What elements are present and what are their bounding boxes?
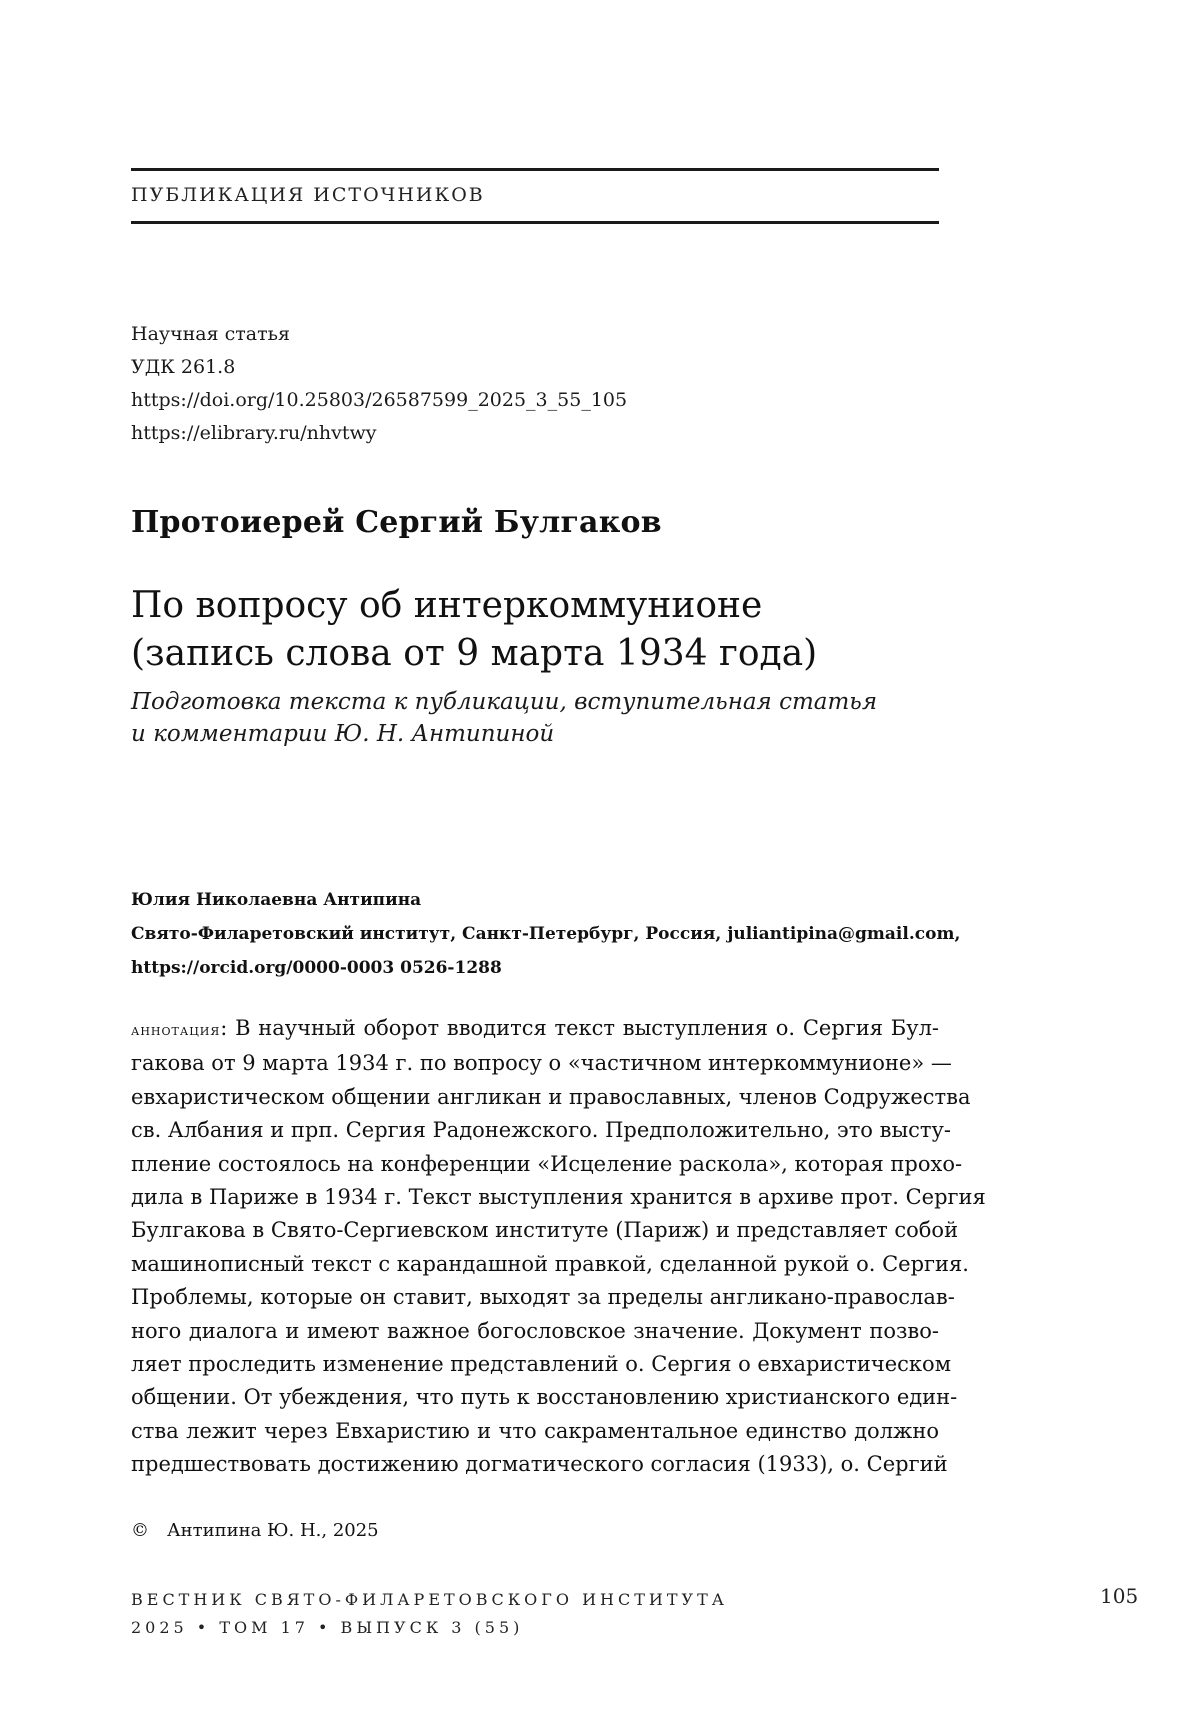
abstract-line: гакова от 9 марта 1934 г. по вопросу о «частичном интеркоммунионе» — [131, 1051, 952, 1076]
abstract-line: Булгакова в Свято-Сергиевском институте (Париж) и представляет собой [131, 1218, 959, 1243]
page-number: 105 [1100, 1584, 1139, 1608]
section-label: ПУБЛИКАЦИЯ ИСТОЧНИКОВ [131, 184, 485, 206]
abstract [131, 1012, 986, 1482]
abstract-first-line: : В научный оборот вводится текст выступления о. Сергия Бул- [220, 1016, 939, 1040]
title-line-1: По вопросу об интеркоммунионе [131, 585, 763, 626]
article-meta [131, 318, 627, 450]
abstract-line: предшествовать достижению догматического согласия (1933), о. Сергий [131, 1452, 948, 1477]
abstract-line: пление состоялось на конференции «Исцеление раскола», которая прохо- [131, 1151, 963, 1176]
abstract-line: ного диалога и имеют важное богословское значение. Документ позво- [131, 1318, 939, 1343]
abstract-line [131, 1012, 939, 1047]
subtitle-line-2: и комментарии Ю. Н. Антипиной [131, 721, 555, 747]
orcid-link[interactable]: https://orcid.org/0000-0003 0526-1288 [131, 958, 502, 978]
abstract-line: св. Албания и прп. Сергия Радонежского. Предположительно, это высту- [131, 1118, 951, 1143]
abstract-line: ляет проследить изменение представлений о. Сергия о евхаристическом [131, 1352, 952, 1377]
header-bottom-rule [131, 221, 939, 224]
abstract-line: дила в Париже в 1934 г. Текст выступления хранится в архиве прот. Сергия [131, 1185, 986, 1210]
header-top-rule [131, 168, 939, 171]
doi-link[interactable]: https://doi.org/10.25803/26587599_2025_3_55_105 [131, 389, 628, 411]
udc-code: УДК 261.8 [131, 356, 236, 378]
abstract-line: машинописный текст с карандашной правкой, сделанной рукой о. Сергия. [131, 1251, 969, 1276]
title-line-2: (запись слова от 9 марта 1934 года) [131, 633, 818, 674]
elibrary-link[interactable]: https://elibrary.ru/nhvtwy [131, 422, 377, 444]
abstract-line: Проблемы, которые он ставит, выходят за пределы англикано-православ- [131, 1285, 955, 1310]
journal-footer [131, 1586, 728, 1642]
copyright-text: Антипина Ю. Н., 2025 [167, 1520, 379, 1541]
journal-issue: 2025 • ТОМ 17 • ВЫПУСК 3 (55) [131, 1618, 524, 1637]
journal-name: ВЕСТНИК СВЯТО-ФИЛАРЕТОВСКОГО ИНСТИТУТА [131, 1590, 728, 1609]
subtitle-line-1: Подготовка текста к публикации, вступительная статья [131, 689, 878, 715]
abstract-line: общении. От убеждения, что путь к восстановлению христианского един- [131, 1385, 958, 1410]
copyright-notice [131, 1520, 379, 1541]
author-institution: Свято-Филаретовский институт, Санкт-Петербург, Россия, juliantipina@gmail.com, [131, 924, 961, 944]
abstract-line: ства лежит через Евхаристию и что сакраментальное единство должно [131, 1418, 939, 1443]
author-affiliation [131, 883, 960, 985]
copyright-symbol: © [131, 1520, 149, 1541]
article-title [131, 582, 817, 678]
abstract-label: аннотация [131, 1021, 221, 1039]
abstract-line: евхаристическом общении англикан и православных, членов Содружества [131, 1084, 971, 1109]
article-subtitle [131, 686, 877, 750]
author-name: Юлия Николаевна Антипина [131, 890, 422, 910]
article-author: Протоиерей Сергий Булгаков [131, 505, 662, 540]
article-type: Научная статья [131, 323, 290, 345]
